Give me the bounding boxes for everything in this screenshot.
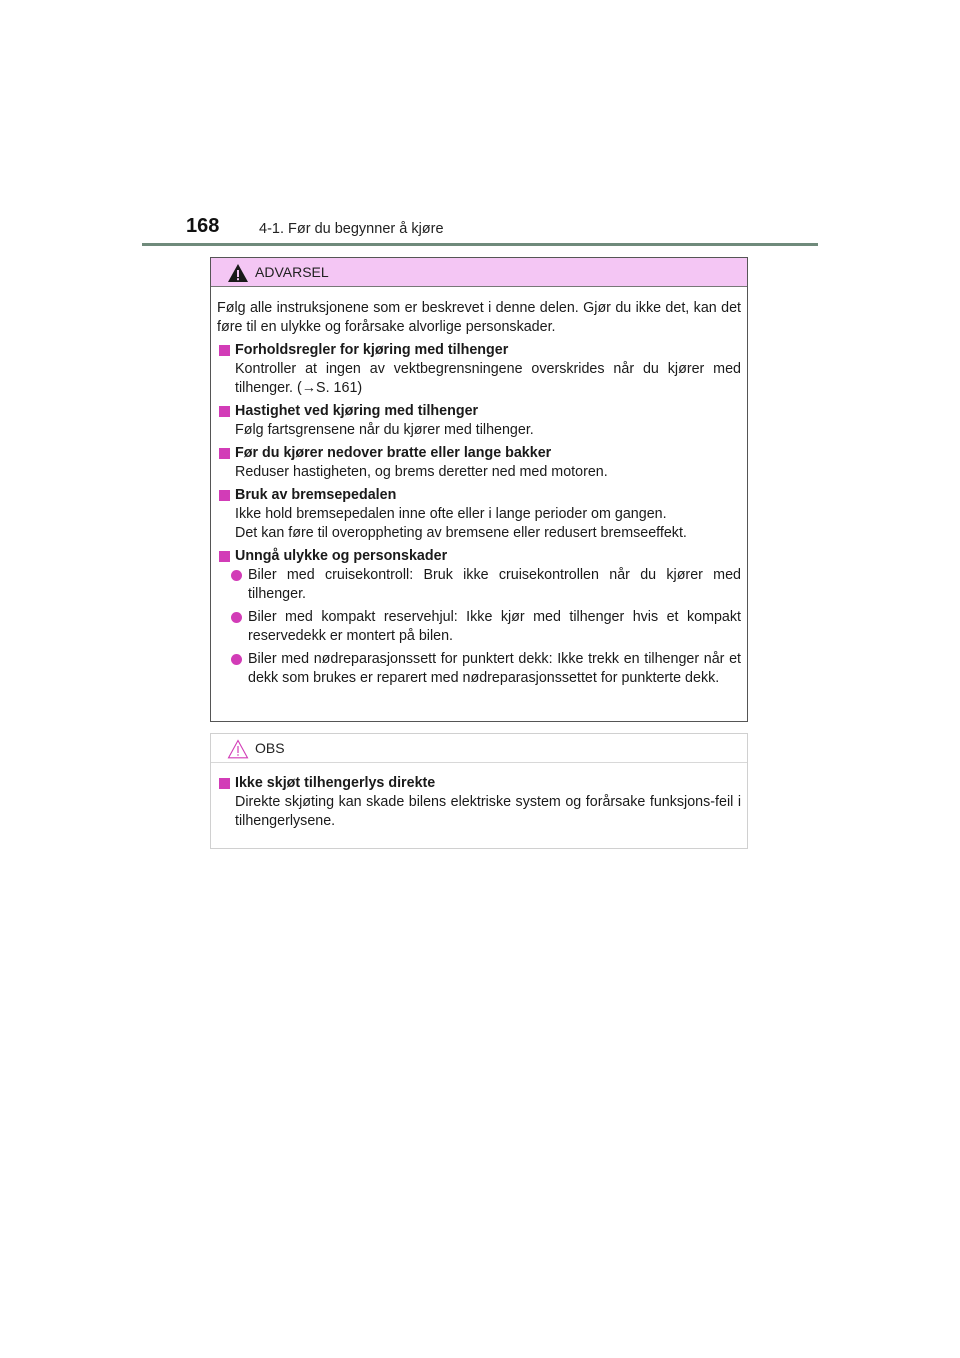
- round-bullet-icon: [231, 612, 242, 623]
- notice-box: [210, 733, 748, 849]
- warning-item-text: Følg fartsgrensene når du kjører med tilhenger.: [235, 422, 534, 438]
- notice-item-title: Ikke skjøt tilhengerlys direkte: [235, 775, 436, 791]
- warning-item-title: Forholdsregler for kjøring med tilhenger: [235, 342, 509, 358]
- warning-item-title: Hastighet ved kjøring med tilhenger: [235, 403, 479, 419]
- notice-label: OBS: [255, 740, 285, 756]
- warning-item-text: Kontroller at ingen av vektbegrensningene overskrides når du kjører med tilhenger. (→S. 161): [235, 361, 741, 396]
- warning-subitem: Biler med nødreparasjonssett for punktert dekk: Ikke trekk en tilhenger når et dekk som brukes er reparert med nødreparasjonssettet for punkterte dekk.: [217, 650, 741, 688]
- notice-item: [217, 774, 741, 831]
- square-bullet-icon: [219, 551, 230, 562]
- round-bullet-icon: [231, 570, 242, 581]
- square-bullet-icon: [219, 406, 230, 417]
- warning-subitem: Biler med kompakt reservehjul: Ikke kjør med tilhenger hvis et kompakt reservedekk er montert på bilen.: [217, 608, 741, 646]
- warning-item-text: Det kan føre til overoppheting av bremsene eller redusert bremseeffekt.: [235, 525, 687, 541]
- warning-item: [217, 341, 741, 398]
- warning-label: ADVARSEL: [255, 264, 329, 280]
- warning-item-title: Bruk av bremsepedalen: [235, 487, 397, 503]
- square-bullet-icon: [219, 778, 230, 789]
- warning-triangle-outline-icon: [227, 739, 249, 759]
- notice-body: [211, 763, 747, 831]
- section-title: 4-1. Før du begynner å kjøre: [259, 221, 444, 237]
- notice-box-header: [211, 734, 747, 763]
- square-bullet-icon: [219, 345, 230, 356]
- warning-item-text: Ikke hold bremsepedalen inne ofte eller i lange perioder om gangen.: [235, 506, 667, 522]
- warning-subitem: Biler med cruisekontroll: Bruk ikke cruisekontrollen når du kjører med tilhenger.: [217, 566, 741, 604]
- warning-item: [217, 547, 741, 688]
- warning-triangle-filled-icon: [227, 263, 249, 283]
- warning-item: [217, 486, 741, 543]
- page-header: [0, 0, 960, 250]
- header-rule: [142, 243, 818, 246]
- warning-item-title: Før du kjører nedover bratte eller lange bakker: [235, 445, 552, 461]
- square-bullet-icon: [219, 490, 230, 501]
- warning-box-header: [211, 258, 747, 287]
- warning-body: [211, 287, 747, 688]
- round-bullet-icon: [231, 654, 242, 665]
- warning-item-text: Reduser hastigheten, og brems deretter ned med motoren.: [235, 464, 608, 480]
- warning-item: [217, 402, 741, 440]
- warning-item: [217, 444, 741, 482]
- warning-item-title: Unngå ulykke og personskader: [235, 548, 448, 564]
- square-bullet-icon: [219, 448, 230, 459]
- notice-item-text: Direkte skjøting kan skade bilens elektriske system og forårsake funksjons-feil i tilhengerlysene.: [235, 794, 741, 829]
- page-number: 168: [186, 215, 220, 237]
- warning-intro: Følg alle instruksjonene som er beskrevet i denne delen. Gjør du ikke det, kan det føre til en ulykke og forårsake alvorlige personskader.: [217, 300, 741, 335]
- warning-box: [210, 257, 748, 722]
